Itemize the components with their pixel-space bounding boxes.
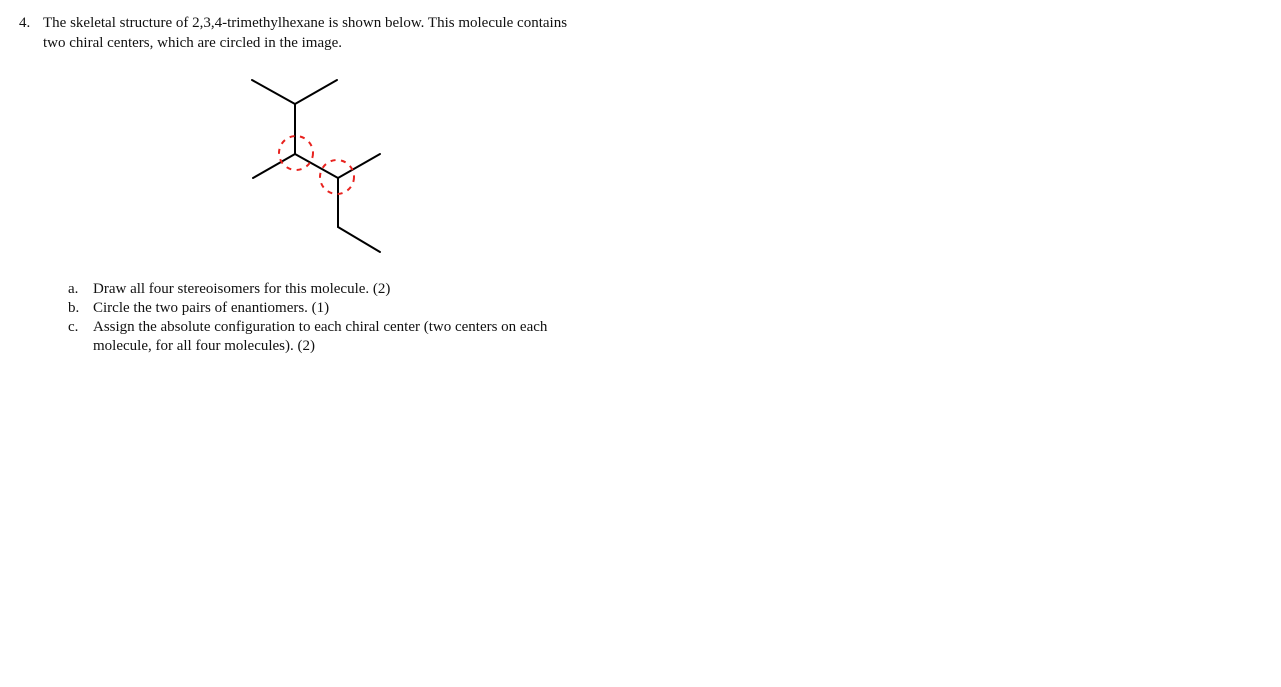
bond-c4-methyl — [338, 154, 380, 178]
question-text-line-2: two chiral centers, which are circled in the image. — [43, 35, 343, 51]
question-text-line-1: The skeletal structure of 2,3,4-trimethylhexane is shown below. This molecule contains — [43, 15, 568, 31]
bond-c2-methyl — [295, 80, 337, 104]
bond-c3-methyl — [253, 154, 295, 178]
molecule-svg — [240, 70, 400, 260]
part-a-letter: a. — [68, 281, 79, 297]
part-b-letter: b. — [68, 300, 80, 316]
bond-c1-c2 — [252, 80, 295, 104]
bond-c5-c6 — [338, 227, 380, 252]
part-b-text: Circle the two pairs of enantiomers. (1) — [93, 300, 330, 316]
part-c-text-line-2: molecule, for all four molecules). (2) — [93, 338, 315, 354]
part-a-text: Draw all four stereoisomers for this molecule. (2) — [93, 281, 391, 297]
part-c-letter: c. — [68, 319, 79, 335]
question-number: 4. — [19, 15, 31, 31]
bond-lines — [252, 80, 380, 252]
bond-c3-c4 — [295, 154, 338, 178]
skeletal-structure-diagram — [240, 70, 400, 260]
part-c-text-line-1: Assign the absolute configuration to each chiral center (two centers on each — [93, 319, 548, 335]
